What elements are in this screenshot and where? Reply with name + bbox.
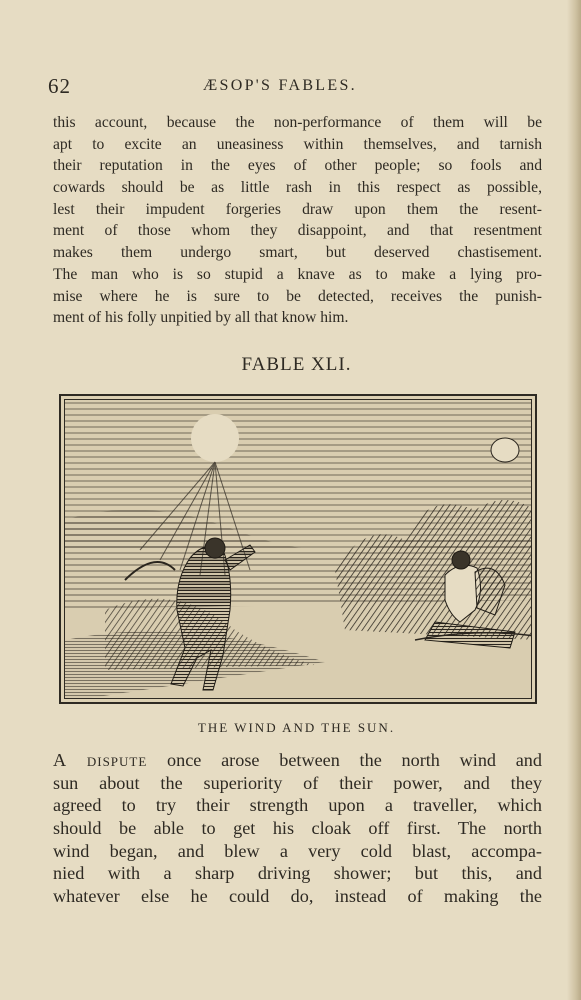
text-line: sun about the superiority of their power, and they	[53, 772, 542, 793]
text-line: should be able to get his cloak off first. The north	[53, 818, 542, 839]
running-head	[48, 74, 548, 98]
text-line: this account, because the non-performance of them will be	[53, 114, 542, 131]
page-edge	[567, 0, 581, 1000]
text-line: mise where he is sure to be detected, receives the punish-	[53, 287, 542, 305]
fable-text	[53, 749, 542, 908]
text-line: apt to excite an uneasiness within themselves, and tarnish	[53, 135, 542, 153]
text-line: makes them undergo smart, but deserved chastisement.	[53, 244, 542, 262]
text-line: whatever else he could do, instead of making the	[53, 886, 542, 907]
text-line	[53, 749, 542, 772]
page-number: 62	[48, 74, 71, 98]
illustration-caption: THE WIND AND THE SUN.	[197, 720, 396, 735]
text-line: The man who is so stupid a knave as to make a lying pro-	[53, 265, 542, 283]
text-line: ment of his folly unpitied by all that know him.	[53, 309, 349, 327]
text-line: lest their impudent forgeries draw upon them the resent-	[53, 200, 542, 218]
fable-opening-words: A dispute	[53, 750, 148, 770]
text-line: nied with a sharp driving shower; but this, and	[53, 863, 542, 884]
wind-and-sun-engraving	[65, 400, 532, 699]
text-line: their reputation in the eyes of other people; so fools and	[53, 157, 542, 175]
text-line: agreed to try their strength upon a traveller, which	[53, 795, 542, 816]
intro-paragraph	[53, 112, 542, 329]
text-line: ment of those whom they disappoint, and that resentment	[53, 222, 542, 240]
book-title: ÆSOP'S FABLES.	[203, 77, 357, 94]
illustration-frame	[59, 394, 537, 704]
fable-heading: FABLE XLI.	[241, 354, 352, 375]
fable-first-line-rest: once arose between the north wind and	[147, 750, 542, 770]
text-line: cowards should be as little rash in this respect as possible,	[53, 179, 542, 197]
text-line: wind began, and blew a very cold blast, accompa-	[53, 840, 542, 861]
